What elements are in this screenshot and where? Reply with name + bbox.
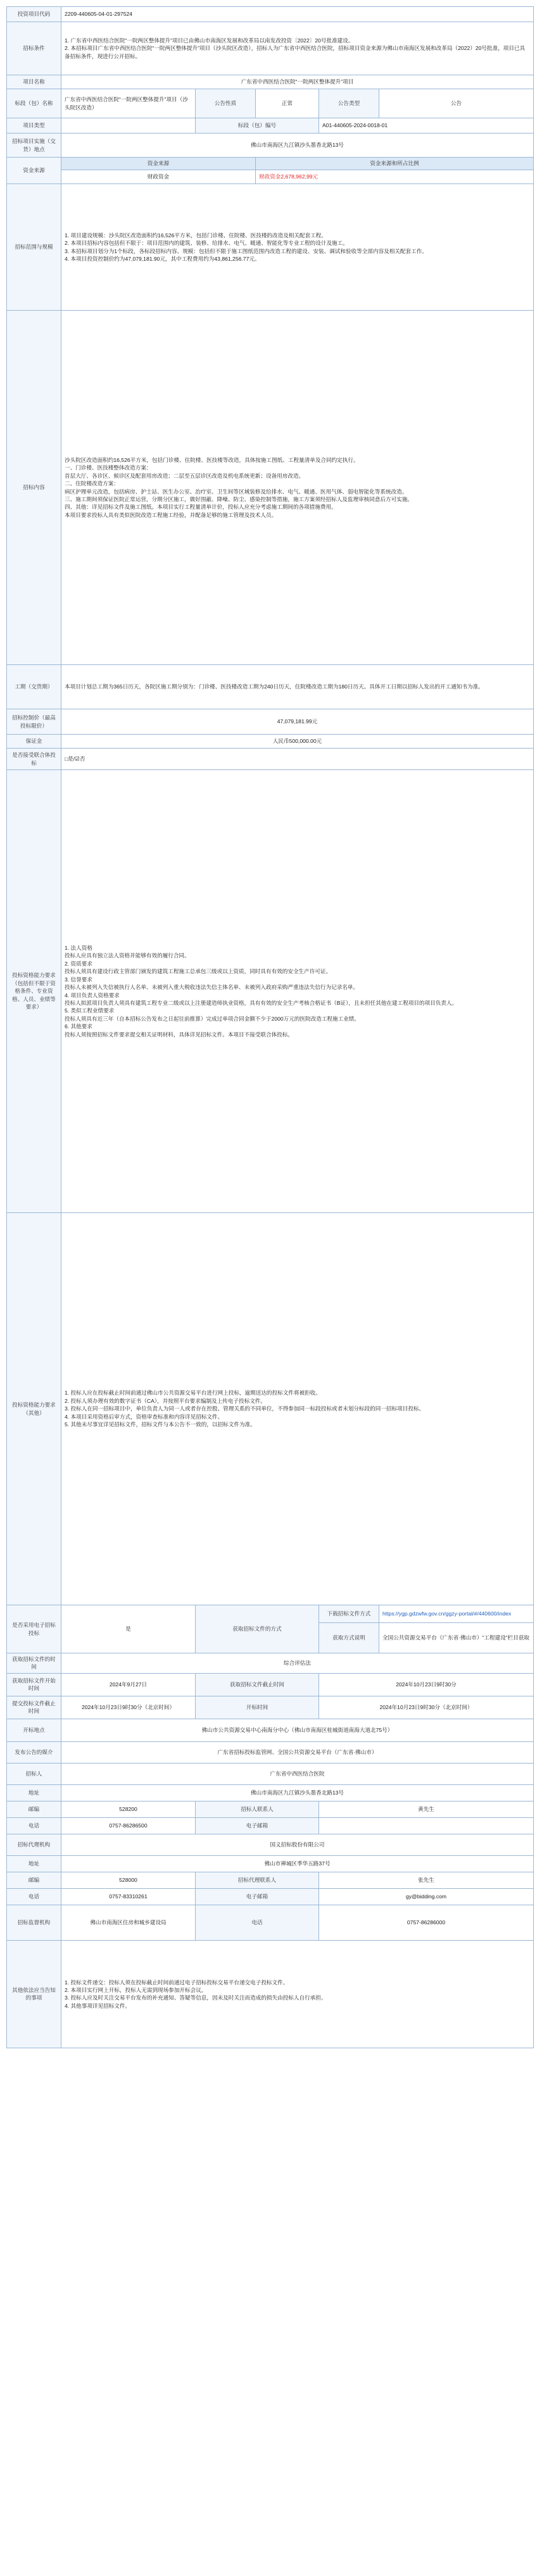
agent-addr: 佛山市禅城区季华五路37号 bbox=[61, 1855, 534, 1872]
supervisor-phone-label: 电话 bbox=[196, 1905, 319, 1940]
tenderer-mail-label: 电子邮箱 bbox=[196, 1817, 319, 1834]
section-value: 广东省中西医结合医院“一院两区整体提升”项目（沙头院区改造） bbox=[61, 89, 196, 118]
scope-text: 1. 项目建设规模：沙头院区改造面积约16,526平方米，包括门诊楼、住院楼、医技楼的改造及相关配套工程。 2. 本项目招标内容包括但不限于：项目范围内的建筑、装修、给排水、电气、暖通、智能化等专业工程的设计及施工。 3. 本招标项目划分为1个标段，各标段招标内容、规模：包括但不限于施工图纸范围内改造工程的建设、安装、调试和验收等全部内容及相关配套工作。 4. 本项目投资控制价约为47,079,181.90元，其中工程费用约为43,861,256.77元。 bbox=[61, 184, 534, 311]
tenderer-post-label: 邮编 bbox=[7, 1801, 61, 1817]
row-agent-post bbox=[7, 1872, 534, 1888]
project-name-label: 项目名称 bbox=[7, 75, 61, 89]
project-type-value bbox=[61, 118, 196, 134]
row-tenderer-addr bbox=[7, 1784, 534, 1801]
notice-type-value: 公告 bbox=[379, 89, 534, 118]
agent-contact: 张先生 bbox=[319, 1872, 534, 1888]
row-content bbox=[7, 311, 534, 665]
funding-source-value: 财政资金 bbox=[61, 170, 256, 184]
row-qualification bbox=[7, 770, 534, 1213]
guarantee-value: 人民币500,000.00元 bbox=[61, 735, 534, 749]
content-label: 招标内容 bbox=[7, 311, 61, 665]
download-link-text[interactable]: https://ygp.gdzwfw.gov.cn/ggzy-portal/#/440600/index bbox=[382, 1610, 512, 1617]
row-project-name bbox=[7, 75, 534, 89]
project-name-value: 广东省中西医结合医院“一院两区整体提升”项目 bbox=[61, 75, 534, 89]
open-place-label: 开标地点 bbox=[7, 1719, 61, 1741]
agent-post: 528000 bbox=[61, 1872, 196, 1888]
funding-label: 资金来源 bbox=[7, 158, 61, 184]
row-project-code bbox=[7, 7, 534, 22]
project-code-value: 2209-440605-04-01-297524 bbox=[61, 7, 534, 22]
notes-label: 其他依法应当告知的事项 bbox=[7, 1940, 61, 2048]
row-notes bbox=[7, 1940, 534, 2048]
row-tenderer-name bbox=[7, 1763, 534, 1784]
duration-label: 工期（交货期） bbox=[7, 665, 61, 709]
other-req-text: 1. 投标人应在投标截止时间前通过佛山市公共资源交易平台进行网上投标，逾期送达的投标文件将被拒收。 2. 投标人须办理有效的数字证书（CA），并按照平台要求编制及上传电子投标文件。 3. 投标人在同一招标项目中，单位负责人为同一人或者存在控股、管理关系的不同单位，不得参加同一标段投标或者未划分标段的同一招标项目投标。 4. 本项目采用资格后审方式，资格审查标准和内容详见招标文件。 5. 其他未尽事宜详见招标文件，招标文件与本公告不一致的，以招标文件为准。 bbox=[61, 1213, 534, 1605]
location-label: 招标项目实施（交货）地点 bbox=[7, 134, 61, 158]
row-funding-value bbox=[7, 170, 534, 184]
row-bid-obtain-title bbox=[7, 1653, 534, 1674]
guarantee-label: 保证金 bbox=[7, 735, 61, 749]
agent-mail-label: 电子邮箱 bbox=[196, 1888, 319, 1905]
bid-obtain-start-label: 获取招标文件开始时间 bbox=[7, 1673, 61, 1696]
agent-phone-label: 电话 bbox=[7, 1888, 61, 1905]
row-location bbox=[7, 134, 534, 158]
supervisor-phone: 0757-86286000 bbox=[319, 1905, 534, 1940]
row-tenderer-post bbox=[7, 1801, 534, 1817]
consortium-label: 是否接受联合体投标 bbox=[7, 749, 61, 770]
notes-text: 1. 投标文件递交：投标人须在投标截止时间前通过电子招标投标交易平台递交电子投标文件。 2. 本项目实行网上开标，投标人无需到现场参加开标会议。 3. 投标人应及时关注交易平台发布的补充通知、答疑等信息，因未及时关注而造成的损失由投标人自行承担。 4. 其他事项详见招标文件。 bbox=[61, 1940, 534, 2048]
supervisor-label: 招标监督机构 bbox=[7, 1905, 61, 1940]
download-link[interactable] bbox=[379, 1605, 534, 1623]
tenderer-post: 528200 bbox=[61, 1801, 196, 1817]
row-tender-condition bbox=[7, 22, 534, 75]
notice-type-label: 公告类型 bbox=[319, 89, 379, 118]
open-time-label: 开标时间 bbox=[196, 1696, 319, 1719]
tenderer-mail bbox=[319, 1817, 534, 1834]
section-label: 标段（包）名称 bbox=[7, 89, 61, 118]
agent-post-label: 邮编 bbox=[7, 1872, 61, 1888]
open-time-value: 2024年10月23日9时30分（北京时间） bbox=[319, 1696, 534, 1719]
agent-addr-label: 地址 bbox=[7, 1855, 61, 1872]
tenderer-contact-label: 招标人联系人 bbox=[196, 1801, 319, 1817]
section-code-value: A01-440605-2024-0018-01 bbox=[319, 118, 534, 134]
bid-obtain-end-label: 获取招标文件截止时间 bbox=[196, 1673, 319, 1696]
obtain-method-label: 获取招标文件的方式 bbox=[196, 1605, 319, 1653]
agent-contact-label: 招标代理联系人 bbox=[196, 1872, 319, 1888]
funding-amount-head: 资金来源和所占比例 bbox=[256, 158, 534, 170]
bid-obtain-end: 2024年10月23日9时30分 bbox=[319, 1673, 534, 1696]
row-consortium bbox=[7, 749, 534, 770]
row-scope bbox=[7, 184, 534, 311]
other-req-label: 投标资格能力要求（其他） bbox=[7, 1213, 61, 1605]
row-tenderer-phone bbox=[7, 1817, 534, 1834]
open-place-value: 佛山市公共资源交易中心南海分中心（佛山市南海区桂城街道南海大道北75号） bbox=[61, 1719, 534, 1741]
funding-amount-text: 财政资金2,678,962,99元 bbox=[259, 173, 318, 180]
electronic-label: 是否采用电子招标投标 bbox=[7, 1605, 61, 1653]
tenderer-label: 招标人 bbox=[7, 1763, 61, 1784]
agent-phone: 0757-83310261 bbox=[61, 1888, 196, 1905]
supervisor-name: 佛山市南海区住房和城乡建设局 bbox=[61, 1905, 196, 1940]
row-supervisor bbox=[7, 1905, 534, 1940]
bid-obtain-title: 综合评估法 bbox=[61, 1653, 534, 1674]
funding-source-head: 资金来源 bbox=[61, 158, 256, 170]
content-text: 沙头院区改造面积约16,526平方米，包括门诊楼、住院楼、医技楼等改造，具体按施工图纸、工程量清单及合同约定执行。 一、门诊楼、医技楼整体改造方案： 首层大厅、各诊区、候诊区及配套用房改造；二层至五层诊区改造及机电系统更新；设备用房改造。 二、住院楼改造方案： 病区护理单元改造，包括病房、护士站、医生办公室、治疗室、卫生间等区域装修及给排水、电气、暖通、医用气体、弱电智能化等系统改造。 三、施工期间须保证医院正常运营，分期分区施工，做好围蔽、降噪、防尘、感染控制等措施，施工方案须经招标人及监理审核同意后方可实施。 四、其他：详见招标文件及施工图纸。本项目实行工程量清单计价，投标人应充分考虑施工期间的各项措施费用。 本项目要求投标人具有类似医院改造工程施工经验，并配备足够的施工管理及技术人员。 bbox=[61, 311, 534, 665]
bid-obtain-start: 2024年9月27日 bbox=[61, 1673, 196, 1696]
tender-announcement-sheet bbox=[6, 6, 533, 2048]
funding-amount-value bbox=[256, 170, 534, 184]
duration-text: 本项目计划总工期为365日历天，各院区施工期分别为：门诊楼、医技楼改造工期为240日历天，住院楼改造工期为180日历天。具体开工日期以招标人发出的开工通知书为准。 bbox=[61, 665, 534, 709]
row-agent-name bbox=[7, 1834, 534, 1855]
obtain-method-value: 全国公共资源交易平台（广东省·佛山市）“工程建设”栏目获取 bbox=[379, 1623, 534, 1653]
download-method-label: 下载招标文件方式 bbox=[319, 1605, 379, 1623]
agent-label: 招标代理机构 bbox=[7, 1834, 61, 1855]
tenderer-addr: 佛山市南海区九江镇沙头墨香北路13号 bbox=[61, 1784, 534, 1801]
budget-value: 47,079,181.99元 bbox=[61, 709, 534, 735]
row-guarantee bbox=[7, 735, 534, 749]
qualification-text: 1. 法人资格 投标人应具有独立法人资格并能够有效的履行合同。 2. 资质要求 投标人须具有建设行政主管部门颁发的建筑工程施工总承包三级或以上资质，同时具有有效的安全生产许可证。 3. 信誉要求 投标人未被列入失信被执行人名单、未被列入重大税收违法失信主体名单、未被列入政府采购严重违法失信行为记录名单。 4. 项目负责人资格要求 投标人拟派项目负责人须具有建筑工程专业二级或以上注册建造师执业资格，具有有效的安全生产考核合格证书（B证），且未担任其他在建工程项目的项目负责人。 5. 类似工程业绩要求 投标人须具有近三年（自本招标公告发布之日起往前推算）完成过单项合同金额不少于2000万元的医院改造工程施工业绩。 6. 其他要求 投标人须按照招标文件要求提交相关证明材料，具体详见招标文件。本项目不接受联合体投标。 bbox=[61, 770, 534, 1213]
row-agent-phone bbox=[7, 1888, 534, 1905]
row-other-requirements bbox=[7, 1213, 534, 1605]
row-funding-head bbox=[7, 158, 534, 170]
submit-label: 提交投标文件截止时间 bbox=[7, 1696, 61, 1719]
row-agent-addr bbox=[7, 1855, 534, 1872]
platform-label: 发布公告的媒介 bbox=[7, 1741, 61, 1763]
tenderer-addr-label: 地址 bbox=[7, 1784, 61, 1801]
row-bid-obtain-times bbox=[7, 1673, 534, 1696]
row-section bbox=[7, 89, 534, 118]
budget-label: 招标控制价（最高投标限价） bbox=[7, 709, 61, 735]
section-code-label: 标段（包）编号 bbox=[196, 118, 319, 134]
row-duration bbox=[7, 665, 534, 709]
platform-value: 广东省招标投标监管网、全国公共资源交易平台（广东省·佛山市） bbox=[61, 1741, 534, 1763]
tenderer-phone: 0757-86286500 bbox=[61, 1817, 196, 1834]
qualification-label: 投标资格能力要求（包括但不限于资格条件、专业资格、人员、业绩等要求） bbox=[7, 770, 61, 1213]
row-budget bbox=[7, 709, 534, 735]
project-type-label: 项目类型 bbox=[7, 118, 61, 134]
agent-mail: gy@bidding.com bbox=[319, 1888, 534, 1905]
location-value: 佛山市南海区九江镇沙头墨香北路13号 bbox=[61, 134, 534, 158]
row-platform bbox=[7, 1741, 534, 1763]
row-electronic-1 bbox=[7, 1605, 534, 1623]
tenderer-name: 广东省中西医结合医院 bbox=[61, 1763, 534, 1784]
tenderer-contact: 黄先生 bbox=[319, 1801, 534, 1817]
electronic-value: 是 bbox=[61, 1605, 196, 1653]
scope-label: 招标范围与规模 bbox=[7, 184, 61, 311]
row-open-place bbox=[7, 1719, 534, 1741]
tenderer-phone-label: 电话 bbox=[7, 1817, 61, 1834]
submit-value: 2024年10月23日9时30分（北京时间） bbox=[61, 1696, 196, 1719]
bid-obtain-label: 获取招标文件的时间 bbox=[7, 1653, 61, 1674]
row-submit bbox=[7, 1696, 534, 1719]
obtain-platform-label: 获取方式说明 bbox=[319, 1623, 379, 1653]
tender-announcement-table bbox=[6, 6, 534, 2048]
project-code-label: 投资项目代码 bbox=[7, 7, 61, 22]
notice-nature-value: 正常 bbox=[256, 89, 319, 118]
notice-nature-label: 公告性质 bbox=[196, 89, 256, 118]
tender-condition-label: 招标条件 bbox=[7, 22, 61, 75]
agent-name: 国义招标股份有限公司 bbox=[61, 1834, 534, 1855]
consortium-value: □是/☑否 bbox=[61, 749, 534, 770]
row-project-type bbox=[7, 118, 534, 134]
tender-condition-text: 1. 广东省中西医结合医院“一院两区整体提升”项目已由佛山市南海区发展和改革局以南发改投资〔2022〕20号批准建设。 2. 本招标项目广东省中西医结合医院“一院两区整体提升”项目（沙头院区改造），招标人为广东省中西医结合医院，招标项目资金来源为佛山市南海区发展和改革局（2022）20号批准，项目已具备招标条件，现进行公开招标。 bbox=[61, 22, 534, 75]
